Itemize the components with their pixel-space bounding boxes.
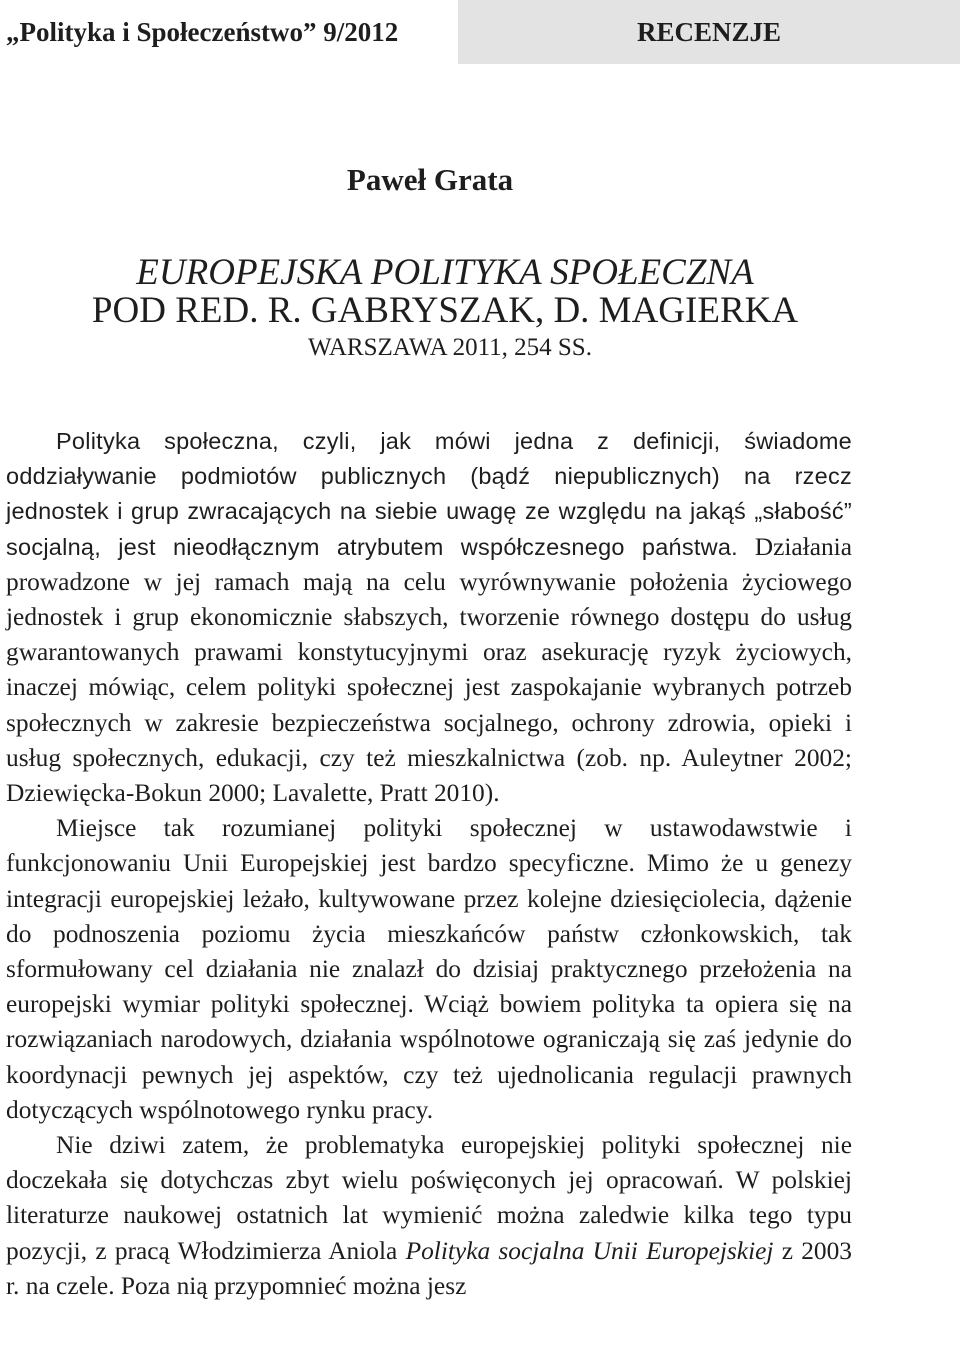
paragraph-3-text: Nie dziwi zatem, że problematyka europejskiej polityki społecznej nie doczekała się dotychczas zbyt wielu poświęconych jej opracowań. W polskiej literaturze naukowej ostatnich lat wymienić można zaledwie kilka tego typu pozycji, z pracą Włodzimierza Aniola — [6, 1131, 852, 1265]
book-title: EUROPEJSKA POLITYKA SPOŁECZNA — [136, 252, 754, 293]
journal-title: „Polityka i Społeczeństwo” 9/2012 — [0, 0, 456, 64]
review-body — [6, 424, 852, 1304]
running-header — [0, 0, 960, 64]
cited-book-title: Polityka socjalna Unii Europejskiej — [405, 1236, 774, 1265]
section-label: RECENZJE — [458, 0, 960, 64]
paragraph-1-rest: Działania prowadzone w jej ramach mają na celu wyrównywanie położenia życiowego jednostek i grup ekonomicznie słabszych, tworzenie równego dostępu do usług gwarantowanych prawami konstytucyjnymi oraz asekurację ryzyk życiowych, inaczej mówiąc, celem polityki społecznej jest zaspokajanie wybranych potrzeb społecznych w zakresie bezpieczeństwa socjalnego, ochrony zdrowia, opieki i usług społecznych, edukacji, czy też mieszkalnictwa (zob. np. Auleytner 2002; Dziewięcka-Bokun 2000; Lavalette, Pratt 2010). — [6, 532, 853, 808]
paragraph-3-continuation: z 2003 r. na czele. Poza nią przypomnieć można jesz — [6, 1236, 852, 1300]
book-imprint: WARSZAWA 2011, 254 SS. — [308, 334, 592, 361]
paragraph-1-opening: Polityka społeczna, czyli, jak mówi jedna z definicji, świadome oddziaływanie podmiotów publicznych (bądź niepublicznych) na rzecz jednostek i grup zwracających na siebie uwagę ze względu na jakąś „słabość” socjalną, jest nieodłącznym atrybutem współczesnego państwa. — [6, 428, 852, 560]
book-editors: POD RED. R. GABRYSZAK, D. MAGIERKA — [91, 290, 799, 331]
paragraph-2: Miejsce tak rozumianej polityki społecznej w ustawodawstwie i funkcjonowaniu Unii Europejskiej jest bardzo specyficzne. Mimo że u genezy integracji europejskiej leżało, kultywowane przez kolejne dziesięciolecia, dążenie do podnoszenia poziomu życia mieszkańców państw członkowskich, tak sformułowany cel działania nie znalazł do dzisiaj praktycznego przełożenia na europejski wymiar polityki społecznej. Wciąż bowiem polityka ta opiera się na rozwiązaniach narodowych, działania wspólnotowe ograniczają się zaś jedynie do koordynacji pewnych jej aspektów, czy też ujednolicania regulacji prawnych dotyczących wspólnotowego rynku pracy. — [6, 814, 852, 1124]
paragraph-3 — [6, 1128, 852, 1304]
author-name: Paweł Grata — [346, 162, 514, 197]
paragraph-1 — [6, 424, 852, 811]
